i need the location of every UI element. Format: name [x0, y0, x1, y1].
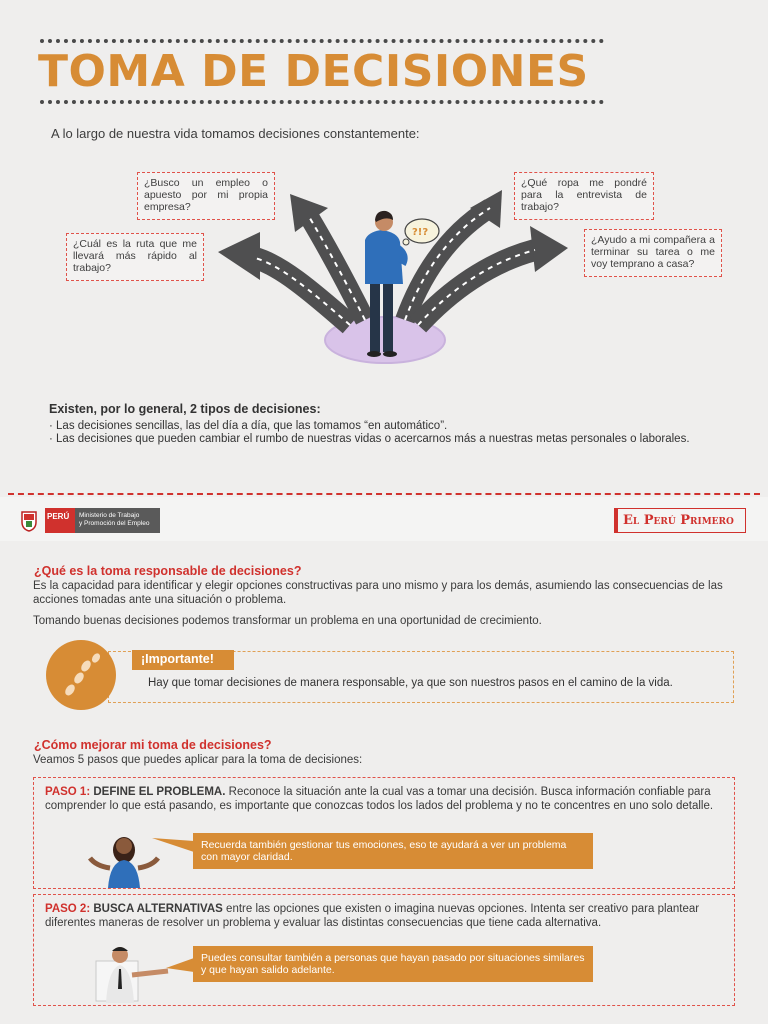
- types-title: Existen, por lo general, 2 tipos de decisiones:: [49, 402, 321, 416]
- peru-coat-of-arms-icon: [19, 510, 39, 532]
- important-tag: ¡Importante!: [132, 650, 234, 670]
- step1-text: [45, 785, 725, 813]
- step1-tip-pointer: [152, 838, 194, 852]
- step2-text: [45, 902, 725, 930]
- man-illustration: [92, 943, 172, 1005]
- title-top-divider: [40, 39, 604, 43]
- ministry-line-1: Ministerio de Trabajo: [79, 512, 140, 519]
- step1-heading: DEFINE EL PROBLEMA.: [93, 786, 226, 798]
- step2-heading: BUSCA ALTERNATIVAS: [93, 903, 223, 915]
- question-bubble-coworker: ¿Ayudo a mi compañera a terminar su tarea o me voy temprano a casa?: [584, 229, 722, 277]
- title-bottom-divider: [40, 100, 604, 104]
- ministry-line-2: y Promoción del Empleo: [79, 520, 150, 527]
- woman-illustration: [86, 828, 162, 890]
- important-text: Hay que tomar decisiones de manera responsable, ya que son nuestros pasos en el camino de la vida.: [148, 677, 673, 689]
- section-divider: [8, 493, 760, 495]
- slogan-text: El Perú Primero: [623, 513, 734, 528]
- intro-text: A lo largo de nuestra vida tomamos decisiones constantemente:: [51, 126, 420, 141]
- thought-bubble: [403, 219, 439, 245]
- slogan-logo: [614, 508, 746, 533]
- step2-tip-pointer: [166, 958, 194, 972]
- section2-intro: Veamos 5 pasos que puedes aplicar para la toma de decisiones:: [33, 754, 363, 766]
- page-title: TOMA DE DECISIONES: [38, 46, 589, 97]
- step2-tip: Puedes consultar también a personas que hayan pasado por situaciones similares y que hayan salido adelante.: [193, 946, 593, 982]
- ministry-badge: [75, 508, 160, 533]
- question-bubble-clothes: ¿Qué ropa me pondré para la entrevista de trabajo?: [514, 172, 654, 220]
- footsteps-icon: [46, 640, 116, 710]
- step2-body: entre las opciones que existen o imagina nuevas opciones. Intenta ser creativo para plantear diferentes maneras de resolver un problema y evaluar las distintas consecuencias que tiene cada alternativa.: [45, 903, 700, 929]
- question-bubble-employment: ¿Busco un empleo o apuesto por mi propia empresa?: [137, 172, 275, 220]
- thought-bubble-text: ?!?: [412, 227, 429, 238]
- section1-question: ¿Qué es la toma responsable de decisiones?: [34, 564, 302, 578]
- section1-paragraph-2: Tomando buenas decisiones podemos transformar un problema en una oportunidad de crecimiento.: [33, 615, 542, 627]
- step1-tip: Recuerda también gestionar tus emociones, eso te ayudará a ver un problema con mayor claridad.: [193, 833, 593, 869]
- types-item-1: · Las decisiones sencillas, las del día a día, que las tomamos “en automático”.: [49, 420, 448, 432]
- step2-number: PASO 2:: [45, 903, 91, 915]
- types-item-2: · Las decisiones que pueden cambiar el rumbo de nuestras vidas o acercarnos más a nuestras metas personales o laborales.: [49, 433, 690, 445]
- peru-flag-badge: [45, 508, 75, 533]
- section1-paragraph-1: Es la capacidad para identificar y elegir opciones constructivas para uno mismo y para los demás, asumiendo las consecuencias de las acciones tomadas ante una situación o problema.: [33, 580, 723, 606]
- step1-body: Reconoce la situación ante la cual vas a tomar una decisión. Busca información confiable para comprender lo que está pasando, es importante que conozcas todos los lados del problema y no te concentres en uno solo detalle.: [45, 786, 714, 812]
- question-bubble-route: ¿Cuál es la ruta que me llevará más rápido al trabajo?: [66, 233, 204, 281]
- section2-question: ¿Cómo mejorar mi toma de decisiones?: [34, 738, 272, 752]
- step1-number: PASO 1:: [45, 786, 91, 798]
- peru-label: PERÚ: [47, 512, 70, 521]
